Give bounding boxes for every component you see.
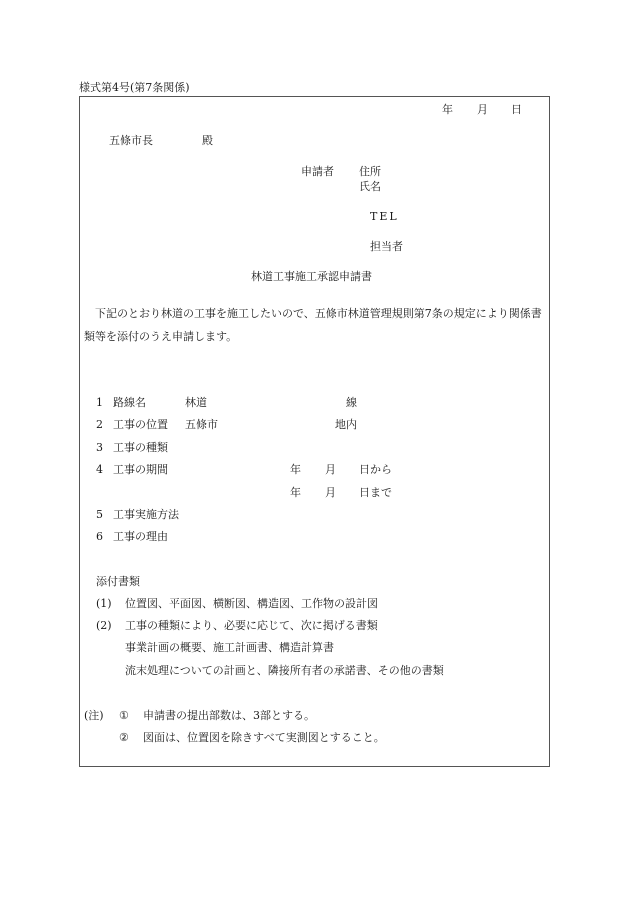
item-location-num: 2	[96, 418, 103, 431]
note-2-text: 図面は、位置図を除きすべて実測図とすること。	[143, 731, 385, 744]
item-method-num: 5	[96, 508, 103, 521]
applicant-contact: 担当者	[370, 240, 403, 253]
notes-label: (注)	[84, 709, 104, 722]
attachment-2-num: (2)	[96, 619, 112, 632]
item-type-num: 3	[96, 441, 103, 454]
period-to-year: 年	[290, 486, 301, 499]
item-reason-num: 6	[96, 530, 103, 543]
attachments-heading: 添付書類	[96, 575, 140, 588]
attachment-1-num: (1)	[96, 597, 112, 610]
note-1-num: ①	[119, 709, 129, 722]
addressee-name: 五條市長	[109, 134, 153, 147]
item-route-label: 路線名	[113, 396, 146, 409]
item-route-suffix: 線	[346, 396, 357, 409]
item-location-suffix: 地内	[335, 418, 357, 431]
applicant-label: 申請者	[301, 165, 334, 178]
period-from-day: 日から	[359, 463, 392, 476]
item-route-prefix: 林道	[185, 396, 207, 409]
item-period-num: 4	[96, 463, 103, 476]
item-method-label: 工事実施方法	[113, 508, 179, 521]
item-period-label: 工事の期間	[113, 463, 168, 476]
period-from-month: 月	[325, 463, 336, 476]
item-location-label: 工事の位置	[113, 418, 168, 431]
attachment-2-text: 工事の種類により、必要に応じて、次に掲げる書類	[125, 619, 378, 632]
period-to-month: 月	[325, 486, 336, 499]
item-type-label: 工事の種類	[113, 441, 168, 454]
date-month: 月	[477, 103, 488, 116]
applicant-tel: TEL	[370, 210, 399, 223]
note-1-text: 申請書の提出部数は、3部とする。	[143, 709, 315, 722]
attachment-2-sub1: 事業計画の概要、施工計画書、構造計算書	[125, 641, 334, 654]
applicant-address: 住所	[359, 165, 381, 178]
intro-paragraph: 下記のとおり林道の工事を施工したいので、五條市林道管理規則第7条の規定により関係書類等を添付のうえ申請します。	[84, 307, 542, 343]
note-2-num: ②	[119, 731, 129, 744]
item-location-prefix: 五條市	[185, 418, 218, 431]
applicant-name: 氏名	[359, 180, 381, 193]
period-to-day: 日まで	[359, 486, 392, 499]
form-label: 様式第4号(第7条関係)	[79, 81, 190, 94]
date-year: 年	[442, 103, 453, 116]
date-day: 日	[511, 103, 522, 116]
period-from-year: 年	[290, 463, 301, 476]
item-reason-label: 工事の理由	[113, 530, 168, 543]
addressee-honorific: 殿	[202, 134, 213, 147]
attachment-2-sub2: 流末処理についての計画と、隣接所有者の承諾書、その他の書類	[125, 664, 444, 677]
document-title: 林道工事施工承認申請書	[251, 270, 372, 283]
attachment-1-text: 位置図、平面図、横断図、構造図、工作物の設計図	[125, 597, 378, 610]
item-route-num: 1	[96, 396, 103, 409]
